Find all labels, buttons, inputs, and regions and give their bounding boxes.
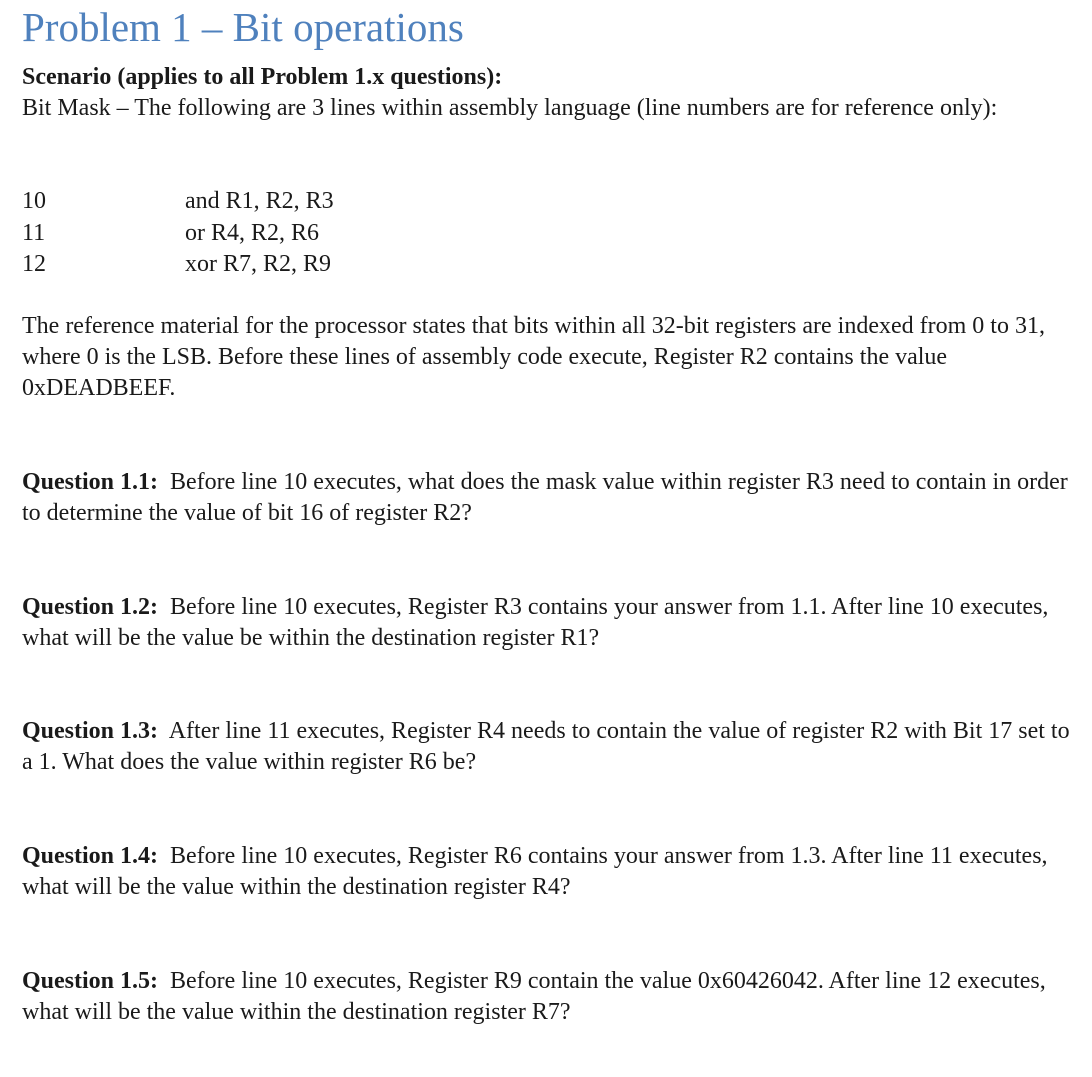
code-line <box>22 218 334 250</box>
page-title: Problem 1 – Bit operations <box>22 4 464 50</box>
question-text: Before line 10 executes, Register R3 contains your answer from 1.1. After line 10 executes, what will be the value be within the destination register R1? <box>22 594 1049 651</box>
question-label: Question 1.5: <box>22 968 159 994</box>
assembly-code-block <box>22 186 334 281</box>
code-line <box>22 186 334 218</box>
question-text: Before line 10 executes, Register R6 contains your answer from 1.3. After line 11 executes, what will be the value within the destination register R4? <box>22 843 1048 900</box>
instruction: xor R7, R2, R9 <box>185 251 332 277</box>
question-text: Before line 10 executes, Register R9 contain the value 0x60426042. After line 12 executes, what will be the value within the destination register R7? <box>22 968 1046 1025</box>
question-text: After line 11 executes, Register R4 needs to contain the value of register R2 with Bit 17 set to a 1. What does the value within register R6 be? <box>22 718 1070 775</box>
question-text: Before line 10 executes, what does the mask value within register R3 need to contain in order to determine the value of bit 16 of register R2? <box>22 469 1068 526</box>
question-label: Question 1.2: <box>22 594 159 620</box>
scenario-heading: Scenario (applies to all Problem 1.x questions): <box>22 64 503 90</box>
instruction: or R4, R2, R6 <box>185 219 320 246</box>
question-1-4 <box>22 841 1072 903</box>
line-number: 10 <box>22 188 46 214</box>
line-number: 11 <box>22 219 46 246</box>
question-1-2 <box>22 592 1072 654</box>
scenario-intro: Bit Mask – The following are 3 lines within assembly language (line numbers are for reference only): <box>22 95 998 121</box>
question-label: Question 1.4: <box>22 843 159 869</box>
question-1-1 <box>22 467 1072 529</box>
question-label: Question 1.1: <box>22 469 159 495</box>
line-number: 12 <box>22 251 46 277</box>
question-1-3 <box>22 716 1072 778</box>
instruction: and R1, R2, R3 <box>185 188 334 214</box>
question-1-5 <box>22 966 1072 1028</box>
code-line <box>22 249 334 281</box>
question-label: Question 1.3: <box>22 718 159 744</box>
reference-paragraph: The reference material for the processor states that bits within all 32-bit registers are indexed from 0 to 31, where 0 is the LSB. Before these lines of assembly code execute, Register R2 contains the value 0xDEADBEEF. <box>22 313 1045 401</box>
